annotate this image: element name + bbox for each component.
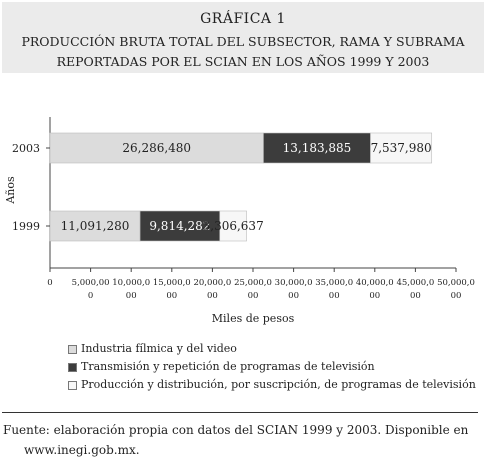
source-line-2: www.inegi.gob.mx. — [24, 443, 140, 457]
legend-swatch-produccion — [68, 381, 77, 390]
data-label-1999-2: 9,814,282 — [149, 219, 211, 233]
source-line-1: Fuente: elaboración propia con datos del SCIAN 1999 y 2003. Disponible en — [3, 423, 469, 437]
category-label-1999: 1999 — [12, 220, 40, 233]
x-tick-label-3: 15,000,0 00 — [152, 278, 191, 301]
data-label-2003-1: 26,286,480 — [122, 141, 192, 155]
x-tick-label-10: 50,000,0 00 — [437, 278, 475, 301]
x-tick-label-9: 45,000,0 00 — [396, 278, 435, 301]
y-axis-title: Años — [4, 176, 17, 204]
x-tick-label-2: 10,000,0 00 — [112, 278, 151, 301]
legend-swatch-industria — [68, 345, 77, 354]
x-tick-label-6: 30,000,0 00 — [274, 278, 313, 301]
legend-label-transmision: Transmisión y repetición de programas de televisión — [81, 360, 375, 373]
legend-item-produccion — [68, 376, 476, 394]
legend-label-produccion: Producción y distribución, por suscripción, de programas de televisión — [81, 378, 476, 391]
x-tick-label-7: 35,000,0 00 — [315, 278, 354, 301]
data-label-2003-3: 7,537,980 — [370, 141, 432, 155]
category-label-2003: 2003 — [12, 142, 40, 155]
footnote-divider — [2, 412, 478, 413]
chart-title-line-1: PRODUCCIÓN BRUTA TOTAL DEL SUBSECTOR, RAMA Y SUBRAMA — [21, 34, 465, 49]
x-tick-label-1: 5,000,00 0 — [71, 278, 110, 301]
x-tick-label-4: 20,000,0 00 — [193, 278, 232, 301]
x-tick-label-5: 25,000,0 00 — [234, 278, 272, 301]
legend-label-industria: Industria fílmica y del video — [81, 342, 237, 355]
source-note — [3, 420, 487, 460]
chart-title-line-2: REPORTADAS POR EL SCIAN EN LOS AÑOS 1999 Y 2003 — [56, 54, 430, 69]
chart-number: GRÁFICA 1 — [200, 11, 286, 27]
data-label-1999-1: 11,091,280 — [60, 219, 130, 233]
legend-item-transmision — [68, 358, 476, 376]
x-tick-label-8: 40,000,0 00 — [355, 278, 394, 301]
chart-legend — [68, 340, 476, 394]
data-label-1999-3: 3,306,637 — [202, 219, 264, 233]
x-tick-label-0: 0 — [47, 278, 53, 288]
x-axis-title: Miles de pesos — [211, 312, 295, 325]
data-label-2003-2: 13,183,885 — [282, 141, 352, 155]
legend-item-industria — [68, 340, 476, 358]
legend-swatch-transmision — [68, 363, 77, 372]
